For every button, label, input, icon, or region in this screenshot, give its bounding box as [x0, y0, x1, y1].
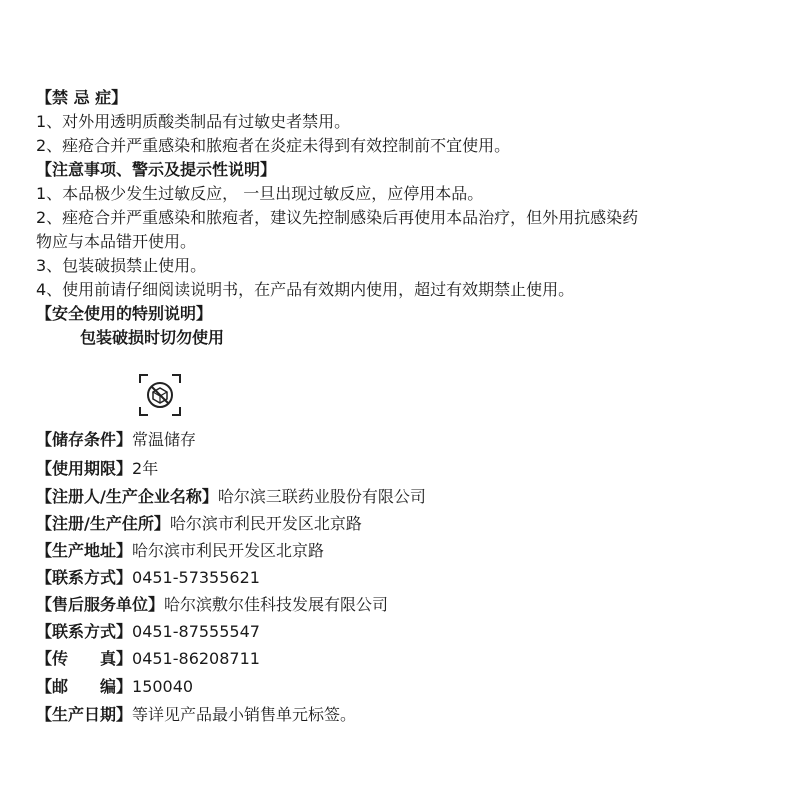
precaution-item-1: 1、本品极少发生过敏反应， 一旦出现过敏反应，应停用本品。 [36, 184, 484, 203]
info-value: 0451-86208711 [132, 649, 260, 668]
info-row-registered-address [36, 512, 362, 536]
info-label: 【使用期限】 [36, 459, 133, 478]
safety-caption: 包装破损时切勿使用 [80, 328, 225, 347]
info-value: 哈尔滨三联药业股份有限公司 [217, 487, 426, 506]
info-row-storage [36, 428, 196, 452]
do-not-use-if-package-damaged-icon [138, 373, 182, 417]
info-label: 【注册人/生产企业名称】 [36, 487, 218, 506]
info-row-after-sales [36, 593, 388, 617]
safety-heading: 【安全使用的特别说明】 [36, 304, 213, 323]
info-label: 【储存条件】 [36, 430, 133, 449]
contraindication-item-2: 2、痤疮合并严重感染和脓疱者在炎症未得到有效控制前不宜使用。 [36, 136, 511, 155]
info-label: 【传 真】 [36, 649, 133, 668]
info-row-shelf-life [36, 457, 158, 481]
info-value: 2年 [132, 459, 159, 478]
precaution-item-4: 4、使用前请仔细阅读说明书，在产品有效期内使用，超过有效期禁止使用。 [36, 280, 575, 299]
info-row-postcode [36, 675, 193, 699]
precaution-item-3: 3、包装破损禁止使用。 [36, 256, 207, 275]
info-row-registrant [36, 485, 426, 509]
info-label: 【联系方式】 [36, 568, 133, 587]
info-label: 【联系方式】 [36, 622, 133, 641]
info-value: 哈尔滨敷尔佳科技发展有限公司 [164, 595, 389, 614]
info-label: 【生产地址】 [36, 541, 133, 560]
contraindications-heading: 【禁 忌 症】 [36, 88, 128, 107]
info-row-production-address [36, 539, 324, 563]
info-label: 【注册/生产住所】 [36, 514, 170, 533]
info-value: 哈尔滨市利民开发区北京路 [132, 541, 325, 560]
info-value: 哈尔滨市利民开发区北京路 [169, 514, 362, 533]
info-label: 【邮 编】 [36, 677, 133, 696]
info-label: 【售后服务单位】 [36, 595, 165, 614]
contraindication-item-1: 1、对外用透明质酸类制品有过敏史者禁用。 [36, 112, 351, 131]
info-value: 0451-57355621 [132, 568, 260, 587]
precaution-item-2-continued: 物应与本品错开使用。 [36, 232, 197, 251]
info-row-production-date [36, 703, 356, 727]
info-label: 【生产日期】 [36, 705, 133, 724]
precaution-item-2: 2、痤疮合并严重感染和脓疱者，建议先控制感染后再使用本品治疗，但外用抗感染药 [36, 208, 639, 227]
info-row-contact-1 [36, 566, 260, 590]
precautions-heading: 【注意事项、警示及提示性说明】 [36, 160, 277, 179]
info-value: 等详见产品最小销售单元标签。 [132, 705, 357, 724]
info-value: 常温储存 [132, 430, 197, 449]
info-value: 0451-87555547 [132, 622, 260, 641]
info-row-contact-2 [36, 620, 260, 644]
info-value: 150040 [132, 677, 194, 696]
info-row-fax [36, 647, 260, 671]
